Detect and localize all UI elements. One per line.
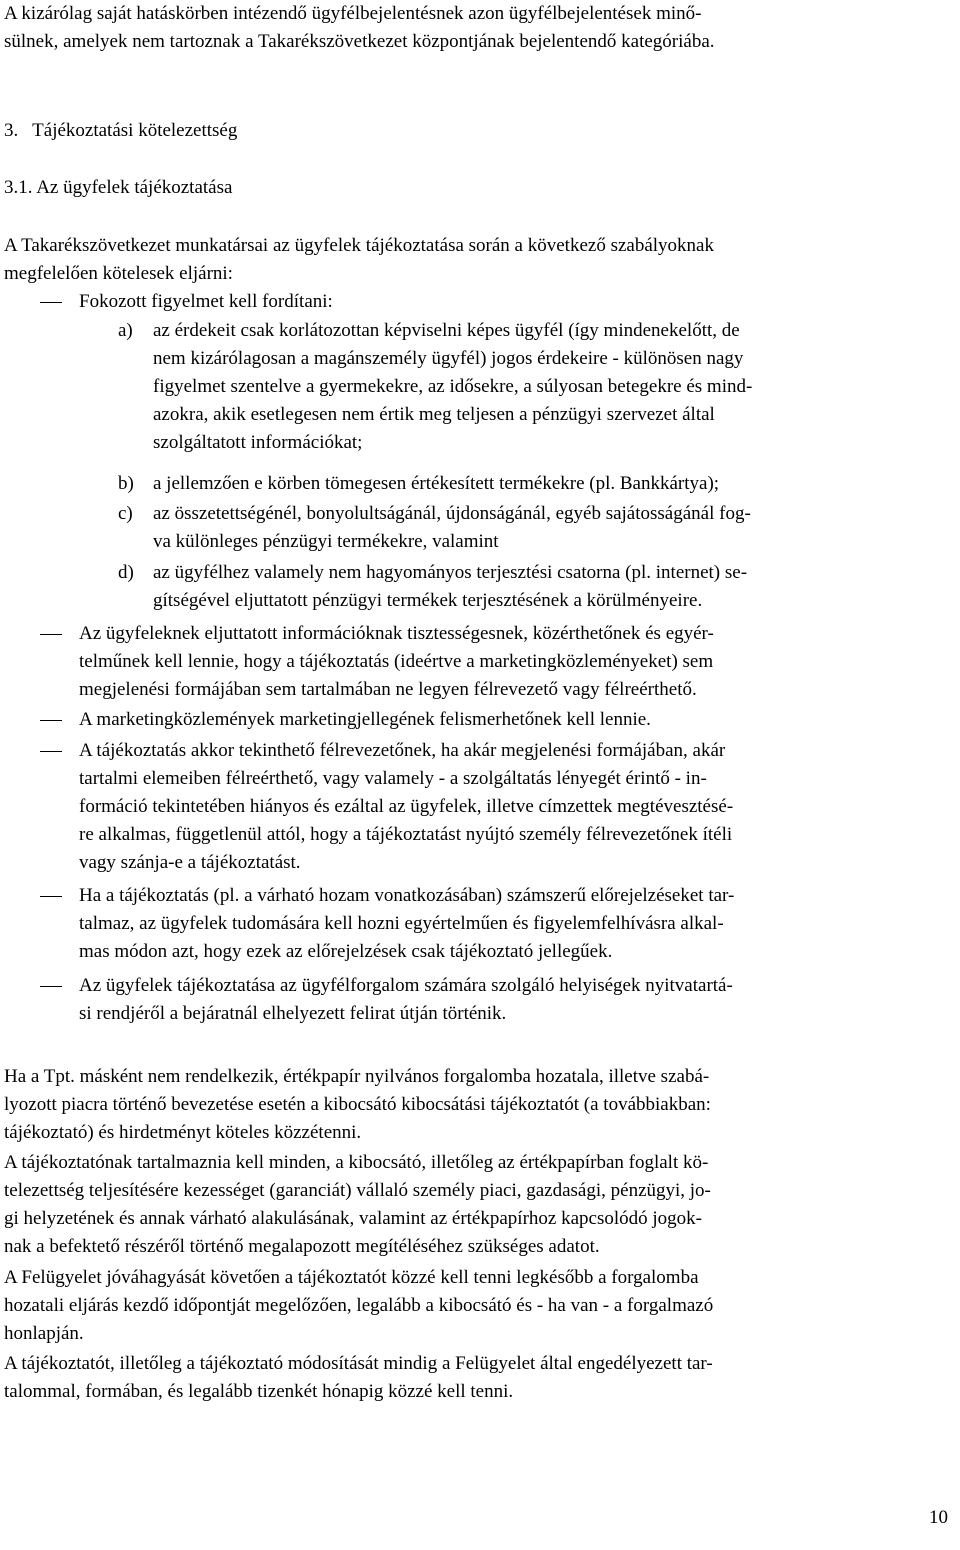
dash-bullet-4 xyxy=(40,751,62,752)
para2-line-2: lyozott piacra történő bevezetése esetén a kibocsátó kibocsátási tájékoztatót (a továbbiakban: xyxy=(4,1094,711,1115)
para3-line-4: nak a befektető részéről történő megalapozott megítéléséhez szükséges adatot. xyxy=(4,1236,600,1257)
sub-a-line-3: figyelmet szentelve a gyermekekre, az idősekre, a súlyosan betegekre és mind- xyxy=(153,376,753,397)
dash-bullet-6 xyxy=(40,986,62,987)
bullet4-line-3: formáció tekintetében hiányos és ezáltal az ügyfelek, illetve címzettek megtévesztésé- xyxy=(79,796,734,817)
para2-line-1: Ha a Tpt. másként nem rendelkezik, értékpapír nyilvános forgalomba hozatala, illetve szabá- xyxy=(4,1066,710,1087)
bullet5-line-1: Ha a tájékoztatás (pl. a várható hozam vonatkozásában) számszerű előrejelzéseket tar- xyxy=(79,885,735,906)
dash-bullet-3 xyxy=(40,720,62,721)
bullet4-line-1: A tájékoztatás akkor tekinthető félrevezetőnek, ha akár megjelenési formájában, akár xyxy=(79,740,726,761)
bullet6-line-2: si rendjéről a bejáratnál elhelyezett felirat útján történik. xyxy=(79,1003,507,1024)
bullet4-line-4: re alkalmas, függetlenül attól, hogy a tájékoztatást nyújtó személy félrevezetőnek ítéli xyxy=(79,824,733,845)
dash-bullet-1 xyxy=(40,302,62,303)
sub-b-label: b) xyxy=(118,473,134,494)
dash-bullet-2 xyxy=(40,634,62,635)
dash-bullet-5 xyxy=(40,896,62,897)
sub-c-label: c) xyxy=(118,503,133,524)
sub-b-line-1: a jellemzően e körben tömegesen értékesített termékekre (pl. Bankkártya); xyxy=(153,473,720,494)
subsection-heading: 3.1. Az ügyfelek tájékoztatása xyxy=(4,177,233,198)
sub-d-label: d) xyxy=(118,562,134,583)
para5-line-1: A tájékoztatót, illetőleg a tájékoztató módosítását mindig a Felügyelet által engedélyezett tar- xyxy=(4,1353,713,1374)
sub-c-line-2: va különleges pénzügyi termékekre, valamint xyxy=(153,531,499,552)
para5-line-2: talommal, formában, és legalább tizenkét hónapig közzé kell tenni. xyxy=(4,1381,514,1402)
bullet6-line-1: Az ügyfelek tájékoztatása az ügyfélforgalom számára szolgáló helyiségek nyitvatartá- xyxy=(79,975,733,996)
bullet2-line-3: megjelenési formájában sem tartalmában ne legyen félrevezető vagy félreérthető. xyxy=(79,679,697,700)
bullet3-line-1: A marketingközlemények marketingjellegének felismerhetőnek kell lennie. xyxy=(79,709,651,730)
sub-a-line-1: az érdekeit csak korlátozottan képviselni képes ügyfél (így mindenekelőtt, de xyxy=(153,320,740,341)
bullet4-line-2: tartalmi elemeiben félreérthető, vagy valamely - a szolgáltatás lényegét érintő - in- xyxy=(79,768,707,789)
bullet4-line-5: vagy szánja-e a tájékoztatást. xyxy=(79,852,301,873)
sub-a-label: a) xyxy=(118,320,133,341)
para1-line-2: megfelelően kötelesek eljárni: xyxy=(4,263,233,284)
para1-line-1: A Takarékszövetkezet munkatársai az ügyfelek tájékoztatása során a következő szabályoknak xyxy=(4,235,714,256)
para3-line-3: gi helyzetének és annak várható alakulásának, valamint az értékpapírhoz kapcsolódó jogok- xyxy=(4,1208,702,1229)
bullet5-line-2: talmaz, az ügyfelek tudomására kell hozni egyértelműen és figyelemfelhívásra alkal- xyxy=(79,913,724,934)
para4-line-2: hozatali eljárás kezdő időpontját megelőzően, legalább a kibocsátó és - ha van - a forgalmazó xyxy=(4,1295,714,1316)
bullet2-line-1: Az ügyfeleknek eljuttatott információknak tisztességesnek, közérthetőnek és egyér- xyxy=(79,623,714,644)
sub-a-line-2: nem kizárólagosan a magánszemély ügyfél) jogos érdekeire - különösen nagy xyxy=(153,348,744,369)
para3-line-1: A tájékoztatónak tartalmaznia kell minden, a kibocsátó, illetőleg az értékpapírban foglalt kö- xyxy=(4,1152,709,1173)
section-heading: 3. Tájékoztatási kötelezettség xyxy=(4,120,238,141)
bullet1-intro: Fokozott figyelmet kell fordítani: xyxy=(79,291,333,312)
para3-line-2: telezettség teljesítésére kezességet (garanciát) vállaló személy piaci, gazdasági, pénzügyi, jo- xyxy=(4,1180,711,1201)
para2-line-3: tájékoztató) és hirdetményt köteles közzétenni. xyxy=(4,1122,362,1143)
sub-d-line-1: az ügyfélhez valamely nem hagyományos terjesztési csatorna (pl. internet) se- xyxy=(153,562,748,583)
bullet2-line-2: telműnek kell lennie, hogy a tájékoztatás (ideértve a marketingközleményeket) sem xyxy=(79,651,714,672)
intro-line-1: A kizárólag saját hatáskörben intézendő ügyfélbejelentésnek azon ügyfélbejelentések minő- xyxy=(4,3,702,24)
page-number: 10 xyxy=(929,1507,948,1528)
sub-a-line-4: azokra, akik esetlegesen nem értik meg teljesen a pénzügyi szervezet által xyxy=(153,404,715,425)
sub-a-line-5: szolgáltatott információkat; xyxy=(153,432,363,453)
bullet5-line-3: mas módon azt, hogy ezek az előrejelzések csak tájékoztató jellegűek. xyxy=(79,941,613,962)
intro-line-2: sülnek, amelyek nem tartoznak a Takarékszövetkezet központjának bejelentendő kategóriába. xyxy=(4,31,715,52)
para4-line-3: honlapján. xyxy=(4,1323,84,1344)
sub-c-line-1: az összetettségénél, bonyolultságánál, újdonságánál, egyéb sajátosságánál fog- xyxy=(153,503,751,524)
sub-d-line-2: gítségével eljuttatott pénzügyi termékek terjesztésének a körülményeire. xyxy=(153,590,703,611)
para4-line-1: A Felügyelet jóváhagyását követően a tájékoztatót közzé kell tenni legkésőbb a forgalomba xyxy=(4,1267,699,1288)
